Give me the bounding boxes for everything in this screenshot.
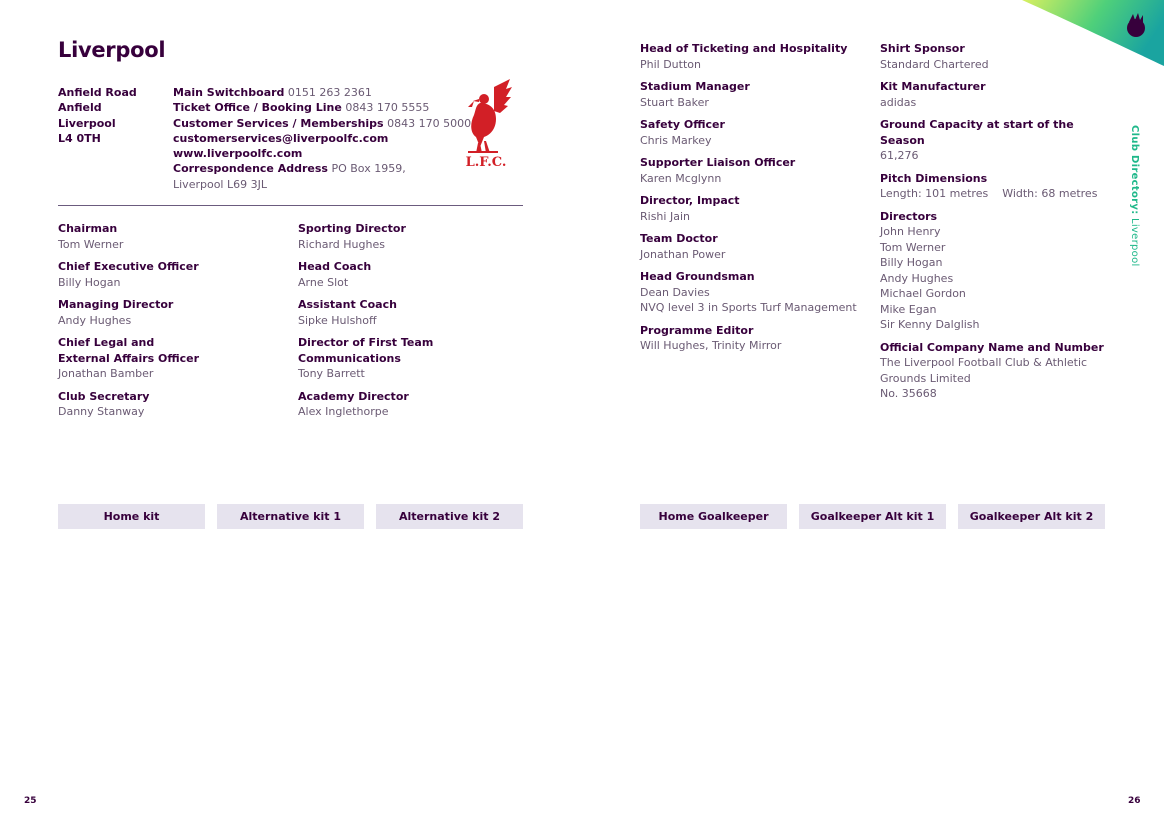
staff-entry	[640, 231, 880, 262]
role-label: Chief Legal and External Affairs Officer	[58, 336, 200, 365]
info-value: Standard Chartered	[880, 57, 989, 71]
staff-entry	[640, 155, 880, 186]
info-label: Directors	[880, 209, 938, 223]
goalkeeper-alt-kit-1-button[interactable]: Goalkeeper Alt kit 1	[799, 504, 946, 529]
role-label: Director, Impact	[640, 194, 740, 207]
role-value: Chris Markey	[640, 133, 712, 147]
role-label: Stadium Manager	[640, 80, 750, 93]
role-value: Alex Inglethorpe	[298, 405, 389, 418]
staff-entry	[298, 335, 538, 382]
role-value: Phil Dutton	[640, 57, 701, 71]
role-label: Director of First Team Communications	[298, 336, 434, 365]
sidebar-bold: Club Directory:	[1129, 125, 1140, 215]
role-value: Billy Hogan	[58, 275, 121, 289]
address-line: Anfield	[58, 101, 102, 115]
info-value: Length: 101 metres Width: 68 metres	[880, 187, 1098, 200]
role-label: Programme Editor	[640, 323, 754, 337]
role-label: Head Coach	[298, 260, 372, 273]
right-column-1	[640, 41, 880, 361]
info-label: Shirt Sponsor	[880, 42, 965, 55]
role-value: Tony Barrett	[298, 367, 365, 380]
correspondence-label: Correspondence Address	[173, 162, 328, 176]
info-value: 61,276	[880, 149, 919, 162]
role-value: Karen Mcglynn	[640, 171, 722, 185]
alternative-kit-2-button[interactable]: Alternative kit 2	[376, 504, 523, 529]
alternative-kit-1-button[interactable]: Alternative kit 1	[217, 504, 364, 529]
vertical-section-label	[1121, 125, 1151, 267]
correspondence-value-2: Liverpool L69 3JL	[173, 177, 267, 191]
role-label: Head Groundsman	[640, 270, 755, 283]
info-label: Official Company Name and Number	[880, 340, 1104, 354]
correspondence-value: PO Box 1959,	[331, 162, 406, 176]
role-label: Sporting Director	[298, 222, 406, 235]
contact-details	[173, 85, 473, 192]
switchboard-value: 0151 263 2361	[287, 86, 372, 99]
services-line	[173, 116, 473, 131]
ticket-line	[173, 100, 473, 115]
role-label: Safety Officer	[640, 118, 725, 131]
staff-entry	[640, 41, 880, 72]
ticket-label: Ticket Office / Booking Line	[173, 101, 342, 115]
role-value: Arne Slot	[298, 275, 349, 289]
role-value: Tom Werner	[58, 237, 124, 251]
staff-entry	[58, 221, 298, 252]
switchboard-label: Main Switchboard	[173, 86, 285, 99]
staff-entry	[640, 193, 880, 224]
staff-column-2	[298, 221, 538, 427]
address-line: Anfield Road	[58, 86, 137, 99]
sidebar-regular: Liverpool	[1129, 214, 1140, 267]
role-label: Chief Executive Officer	[58, 260, 199, 273]
role-value: Rishi Jain	[640, 209, 690, 223]
info-entry	[880, 171, 1115, 202]
staff-entry	[58, 297, 298, 328]
role-label: Team Doctor	[640, 232, 718, 245]
right-column-2	[880, 41, 1115, 409]
switchboard-line	[173, 85, 473, 100]
role-label: Assistant Coach	[298, 298, 397, 311]
correspondence-line	[173, 161, 473, 176]
info-label: Pitch Dimensions	[880, 171, 988, 185]
staff-entry	[58, 259, 298, 290]
home-kit-button[interactable]: Home kit	[58, 504, 205, 529]
staff-entry	[58, 389, 298, 420]
staff-entry	[298, 389, 538, 420]
services-label: Customer Services / Memberships	[173, 116, 384, 130]
staff-entry	[640, 117, 880, 148]
staff-entry	[640, 269, 880, 316]
page-number-right: 26	[1128, 796, 1141, 806]
role-label: Supporter Liaison Officer	[640, 156, 796, 169]
goalkeeper-alt-kit-2-button[interactable]: Goalkeeper Alt kit 2	[958, 504, 1105, 529]
info-entry	[880, 209, 1115, 333]
sidebar-text	[1129, 125, 1140, 267]
role-label: Managing Director	[58, 298, 174, 311]
address-line: L4 0TH	[58, 131, 101, 145]
info-value: adidas	[880, 95, 917, 109]
role-value: Sipke Hulshoff	[298, 313, 377, 327]
staff-entry	[640, 323, 880, 354]
info-label: Kit Manufacturer	[880, 80, 986, 93]
info-value: The Liverpool Football Club & Athletic Grounds Limited No. 35668	[880, 356, 1088, 400]
section-divider	[58, 205, 523, 206]
club-title: Liverpool	[58, 38, 166, 62]
role-value: Jonathan Bamber	[58, 367, 154, 380]
staff-entry	[298, 221, 538, 252]
role-value: Andy Hughes	[58, 313, 132, 327]
role-value: Danny Stanway	[58, 405, 145, 418]
ticket-value: 0843 170 5555	[345, 101, 430, 115]
info-entry	[880, 340, 1115, 402]
home-goalkeeper-button[interactable]: Home Goalkeeper	[640, 504, 787, 529]
role-value: Jonathan Power	[640, 247, 726, 261]
role-value: Dean Davies NVQ level 3 in Sports Turf Management	[640, 285, 857, 314]
staff-entry	[298, 259, 538, 290]
club-address	[58, 85, 137, 146]
email-link[interactable]: customerservices@liverpoolfc.com	[173, 131, 389, 145]
info-value: John Henry Tom Werner Billy Hogan Andy Hughes Michael Gordon Mike Egan Sir Kenny Dalglish	[880, 225, 980, 331]
role-label: Head of Ticketing and Hospitality	[640, 42, 848, 55]
role-label: Club Secretary	[58, 389, 150, 403]
staff-entry	[58, 335, 298, 382]
staff-entry	[298, 297, 538, 328]
staff-entry	[640, 79, 880, 110]
info-entry	[880, 41, 1115, 72]
role-label: Chairman	[58, 222, 118, 235]
role-label: Academy Director	[298, 389, 409, 403]
info-entry	[880, 79, 1115, 110]
page-number-left: 25	[24, 796, 37, 806]
liver-bird-icon	[458, 77, 514, 169]
role-value: Richard Hughes	[298, 237, 385, 251]
info-entry	[880, 117, 1115, 164]
info-label: Ground Capacity at start of the Season	[880, 118, 1074, 147]
staff-column-1	[58, 221, 298, 427]
crest-text: L.F.C.	[465, 155, 507, 169]
website-link[interactable]: www.liverpoolfc.com	[173, 147, 303, 161]
role-value: Will Hughes, Trinity Mirror	[640, 339, 782, 352]
club-crest-logo	[458, 77, 514, 169]
address-line: Liverpool	[58, 116, 116, 130]
role-value: Stuart Baker	[640, 95, 709, 109]
services-value: 0843 170 5000	[387, 116, 472, 130]
